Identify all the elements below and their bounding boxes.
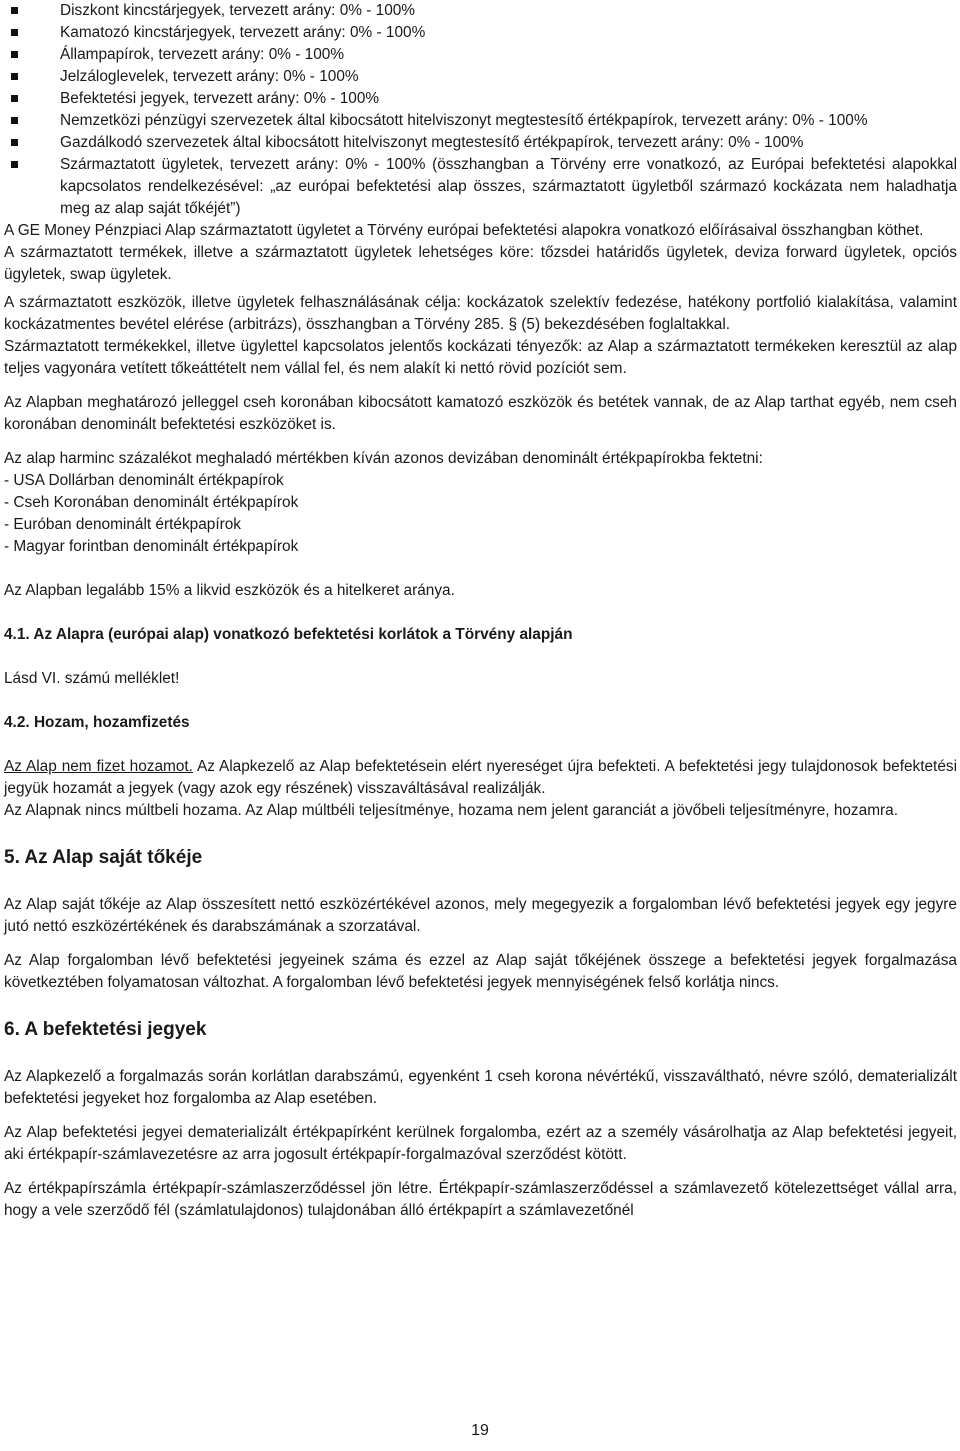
list-item: - Magyar forintban denominált értékpapírok [4, 538, 299, 555]
paragraph-derivatives-purpose: A származtatott eszközök, illetve ügyletek felhasználásának célja: kockázatok szelektív fedezése, hatékony portfolió kialakítása, valamint kockázatmentes bevétel elérése (arbitrázs), összhangban a Törvény 285. § (5) bekezdésében foglaltakkal. [4, 294, 957, 333]
list-item: Gazdálkodó szervezetek által kibocsátott hitelviszonyt megtestesítő értékpapírok, tervezett arány: 0% - 100% [4, 132, 957, 154]
square-bullet-icon [11, 139, 18, 146]
square-bullet-icon [11, 73, 18, 80]
paragraph-derivatives-allowed: A GE Money Pénzpiaci Alap származtatott ügyletet a Törvény európai befektetési alapokra vonatkozó előírásaival összhangban köthet. [4, 222, 924, 239]
square-bullet-icon [11, 95, 18, 102]
paragraph-currency-intro: Az alap harminc százalékot meghaladó mértékben kíván azonos devizában denominált értékpapírokba fektetni: [4, 450, 763, 467]
paragraph-past-performance: Az Alapnak nincs múltbeli hozama. Az Alap múltbéli teljesítménye, hozama nem jelent garanciát a jövőbeli teljesítményre, hozamra. [4, 802, 898, 819]
list-item: - Euróban denominált értékpapírok [4, 516, 241, 533]
paragraph-czk-assets: Az Alapban meghatározó jelleggel cseh koronában kibocsátott kamatozó eszközök és betétek vannak, de az Alap tarthat egyéb, nem cseh koronában denominált befektetési eszközöket is. [4, 394, 957, 433]
paragraph-derivatives-risk: Származtatott termékekkel, illetve ügylettel kapcsolatos jelentős kockázati tényezők: az Alap a származtatott termékeken keresztül az alap teljes vagyonára vetített tőkeáttételt nem vállal fel, és nem alakít ki nettó rövid pozíciót sem. [4, 338, 957, 377]
paragraph-equity-variation: Az Alap forgalomban lévő befektetési jegyeinek száma és ezzel az Alap saját tőkéjének összege a befektetési jegyek forgalmazása következtében folyamatosan változhat. A forgalomban lévő befektetési jegyek mennyiségének felső korlátja nincs. [4, 952, 957, 991]
document-page [4, 0, 957, 1222]
section-heading-6: 6. A befektetési jegyek [4, 1019, 207, 1040]
list-item: - Cseh Koronában denominált értékpapírok [4, 494, 299, 511]
list-item: Jelzáloglevelek, tervezett arány: 0% - 100% [4, 66, 957, 88]
square-bullet-icon [11, 161, 18, 168]
paragraph-appendix-ref: Lásd VI. számú melléklet! [4, 670, 180, 687]
paragraph-units-dematerialized: Az Alap befektetési jegyei dematerializált értékpapírként kerülnek forgalomba, ezért az a személy vásárolhatja az Alap befektetési jegyeit, aki értékpapír-számlavezetésre az arra jogosult értékpapír-forgalmazóval szerződést kötött. [4, 1124, 957, 1163]
list-item: Kamatozó kincstárjegyek, tervezett arány: 0% - 100% [4, 22, 957, 44]
list-item: Diszkont kincstárjegyek, tervezett arány: 0% - 100% [4, 0, 957, 22]
page-number: 19 [471, 1422, 489, 1439]
list-item: - USA Dollárban denominált értékpapírok [4, 472, 284, 489]
square-bullet-icon [11, 117, 18, 124]
section-heading-5: 5. Az Alap saját tőkéje [4, 847, 203, 868]
paragraph-equity-definition: Az Alap saját tőkéje az Alap összesített nettó eszközértékével azonos, mely megegyezik a forgalomban lévő befektetési jegyek egy jegyre jutó nettó eszközértékének és darabszámának a szorzatával. [4, 896, 957, 935]
paragraph-units-issuance: Az Alapkezelő a forgalmazás során korlátlan darabszámú, egyenként 1 cseh korona névértékű, visszaváltható, névre szóló, dematerializált befektetési jegyeket hoz forgalomba az Alap esetében. [4, 1068, 957, 1107]
paragraph-liquidity: Az Alapban legalább 15% a likvid eszközök és a hitelkeret aránya. [4, 582, 455, 599]
no-yield-statement: Az Alap nem fizet hozamot. [4, 758, 193, 775]
square-bullet-icon [11, 29, 18, 36]
square-bullet-icon [11, 51, 18, 58]
bullet-list [4, 0, 957, 220]
list-item: Befektetési jegyek, tervezett arány: 0% - 100% [4, 88, 957, 110]
section-heading-4-2: 4.2. Hozam, hozamfizetés [4, 714, 190, 731]
section-heading-4-1: 4.1. Az Alapra (európai alap) vonatkozó befektetési korlátok a Törvény alapján [4, 626, 573, 643]
paragraph-securities-account: Az értékpapírszámla értékpapír-számlaszerződéssel jön létre. Értékpapír-számlaszerződéssel a számlavezető kötelezettséget vállal arra, hogy a vele szerződő fél (számlatulajdonos) tulajdonában álló értékpapírt a számlavezetőnél [4, 1180, 957, 1219]
list-item: Nemzetközi pénzügyi szervezetek által kibocsátott hitelviszonyt megtestesítő értékpapírok, tervezett arány: 0% - 100% [4, 110, 957, 132]
paragraph-yield: Az Alap nem fizet hozamot. Az Alapkezelő az Alap befektetésein elért nyereséget újra befekteti. A befektetési jegy tulajdonosok befektetési jegyük hozamát a jegyek (vagy azok egy részének) visszaváltásával realizálják. [4, 758, 958, 797]
currency-list [4, 470, 957, 558]
paragraph-derivatives-scope: A származtatott termékek, illetve a származtatott ügyletek lehetséges köre: tőzsdei határidős ügyletek, deviza forward ügyletek, opciós ügyletek, swap ügyletek. [4, 244, 957, 283]
square-bullet-icon [11, 7, 18, 14]
list-item: Állampapírok, tervezett arány: 0% - 100% [4, 44, 957, 66]
list-item: Származtatott ügyletek, tervezett arány: 0% - 100% (összhangban a Törvény erre vonatkozó, az Európai befektetési alapokkal kapcsolatos rendelkezésével: „az európai befektetési alap összes, származtatott ügyletből származó kockázata nem haladhatja meg az alap saját tőkéjét”) [4, 154, 957, 220]
